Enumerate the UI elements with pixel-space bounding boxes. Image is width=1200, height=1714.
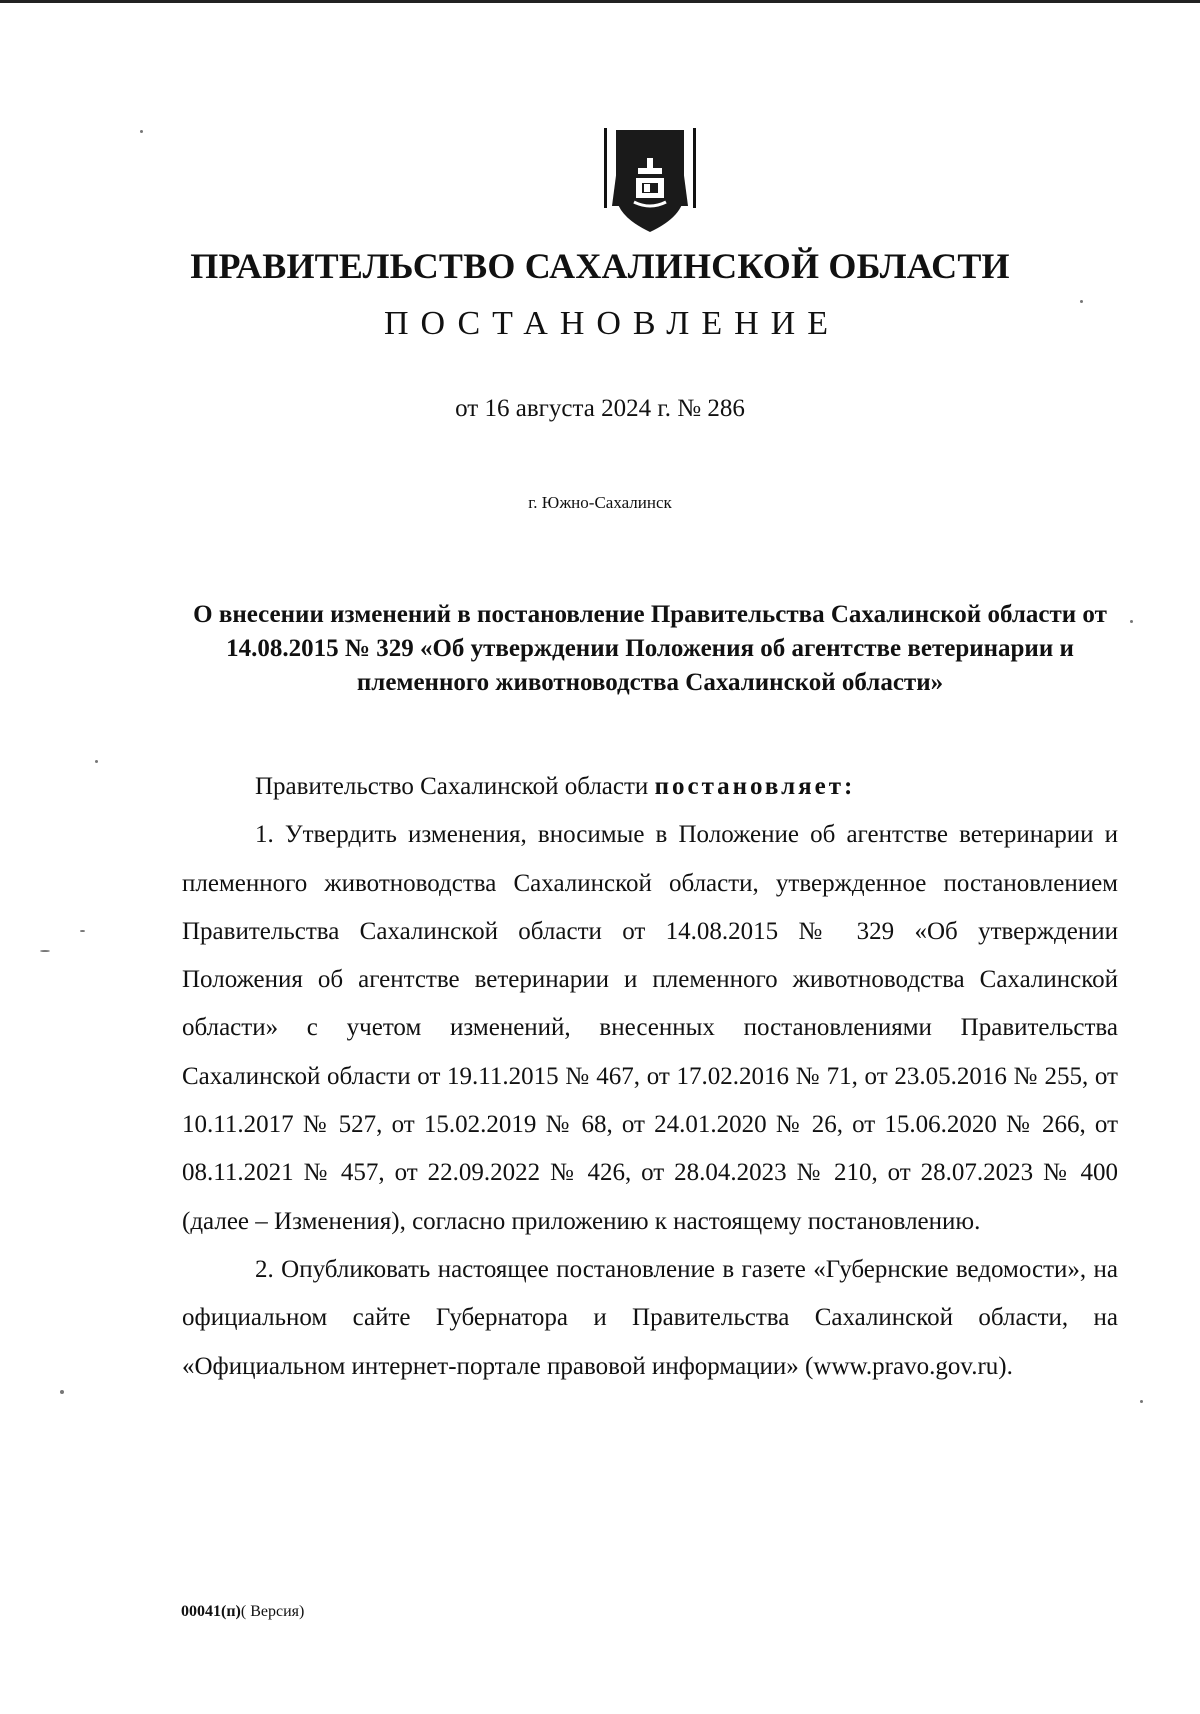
preamble-text: Правительство Сахалинской области (255, 773, 655, 800)
document-subject: О внесении изменений в постановление Правительства Сахалинской области от 14.08.2015 № 329 «Об утверждении Положения об агентстве ветеринарии и племенного животноводства Сахалинской области» (193, 601, 1107, 696)
preamble-keyword: постановляет: (654, 773, 856, 800)
scan-speck (1130, 620, 1133, 623)
paragraph-2: 2. Опубликовать настоящее постановление в газете «Губернские ведомости», на официальном сайте Губернатора и Правительства Сахалинской области, на «Официальном интернет-портале правовой информации» (www.pravo.gov.ru). (182, 1255, 1118, 1380)
scan-speck (95, 760, 98, 763)
footer-code-text: 00041(п) (181, 1603, 241, 1620)
top-border-line (0, 0, 1200, 3)
scan-speck (60, 1390, 64, 1394)
document-body (182, 763, 1118, 1391)
scan-speck (140, 130, 143, 133)
footer-code (181, 1603, 304, 1621)
preamble (182, 763, 1118, 811)
footer-version: ( Версия) (240, 1603, 305, 1620)
scan-speck (1080, 300, 1083, 303)
scan-speck (80, 930, 85, 932)
scan-speck (1140, 1400, 1143, 1403)
document-city: г. Южно-Сахалинск (528, 493, 672, 512)
sakhalin-coat-of-arms-icon (604, 128, 696, 234)
document-type: ПОСТАНОВЛЕНИЕ (383, 305, 841, 342)
scan-speck (40, 950, 50, 952)
document-date-number: от 16 августа 2024 г. № 286 (455, 395, 745, 422)
paragraph-1: 1. Утвердить изменения, вносимые в Положение об агентстве ветеринарии и племенного животноводства Сахалинской области, утвержденное постановлением Правительства Сахалинской области от 14.08.2015 № 329 «Об утверждении Положения об агентстве ветеринарии и племенного животноводства Сахалинской области» с учетом изменений, внесенных постановлениями Правительства Сахалинской области от 19.11.2015 № 467, от 17.02.2016 № 71, от 23.05.2016 № 255, от 10.11.2017 № 527, от 15.02.2019 № 68, от 24.01.2020 № 26, от 15.06.2020 № 266, от 08.11.2021 № 457, от 22.09.2022 № 426, от 28.04.2023 № 210, от 28.07.2023 № 400 (далее – Изменения), согласно приложению к настоящему постановлению. (182, 821, 1118, 1235)
government-title: ПРАВИТЕЛЬСТВО САХАЛИНСКОЙ ОБЛАСТИ (190, 246, 1010, 286)
